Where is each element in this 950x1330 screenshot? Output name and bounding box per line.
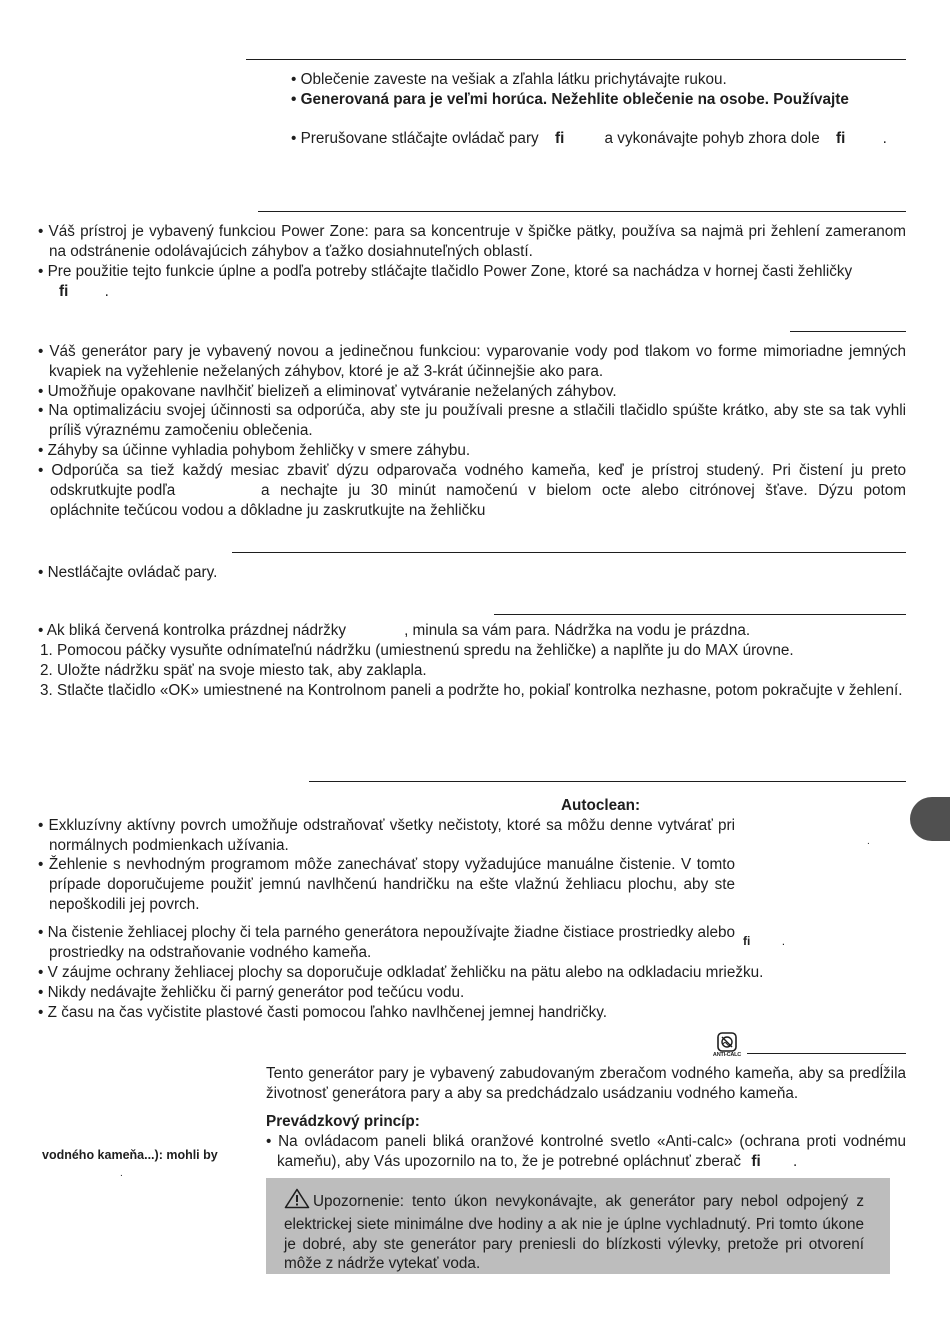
warning-box (266, 1178, 890, 1274)
sec1-line3-end: . (882, 130, 887, 147)
sec3-item5-line2 (50, 481, 906, 501)
sec1-line2-warning: • Generovaná para je veľmi horúca. Nežehlite oblečenie na osobe. Používajte (291, 91, 849, 108)
sec6-item3: • Na čistenie žehliacej plochy či tela parného generátora nepoužívajte žiadne čistiace prostriedky alebo prostriedky na odstraňovanie vodného kameňa. (38, 924, 735, 961)
sec7-item1-text: • Na ovládacom paneli bliká oranžové kontrolné svetlo «Anti-calc» (ochrana proti vodnému kameňu), aby Vás upozornilo na to, že je potrebné opláchnuť zberač (266, 1133, 906, 1170)
sec5-item1 (38, 621, 750, 641)
sec5-step3: 3. Stlačte tlačidlo «OK» umiestnené na Kontrolnom paneli a podržte ho, pokiaľ kontrolka nezhasne, potom pokračujte v žehlení. (40, 682, 903, 699)
sec3-item5-line2-b: a nechajte ju 30 minút namočenú v bielom octe alebo citrónovej šťave. Dýzu potom (261, 481, 906, 499)
sec6-item1: • Exkluzívny aktívny povrch umožňuje odstraňovať všetky nečistoty, ktoré sa môžu denne vytvárať pri normálnych podmienkach užívania. (38, 817, 735, 854)
sec3-item1: • Váš generátor pary je vybavený novou a jedinečnou funkciou: vyparovanie vody pod tlakom vo forme mimoriadne jemných kvapiek na vyžehlenie neželaných záhybov, ktoré je až 3-krát účinnejšie ako para. (38, 343, 906, 380)
anti-calc-icon (712, 1031, 742, 1061)
sec7-item1-line1 (266, 1132, 906, 1172)
sec3-item5-line3: opláchnite tečúcou vodou a dôkladne ju zaskrutkujte na žehličku (50, 501, 486, 519)
section-rule (747, 1053, 906, 1054)
warning-text (284, 1188, 864, 1274)
anti-calc-label: ANTI-CALC (712, 1052, 742, 1058)
sec1-line3-text-a: • Prerušovane stláčajte ovládač pary (291, 130, 539, 147)
section-rule (309, 781, 906, 782)
sec3-item3: • Na optimalizáciu svojej účinnosti sa odporúča, aby ste ju používali presne a stlačili tlačidlo spúšte krátko, aby ste sa tak vyhli príliš výraznému zamočeniu oblečenia. (38, 402, 906, 439)
sec6-right-dot2: . (781, 934, 786, 948)
sec5-item1-text-a: • Ak bliká červená kontrolka prázdnej nádržky (38, 622, 347, 639)
figure-ref-icon: ﬁ (835, 130, 846, 147)
warning-triangle-icon (284, 1188, 310, 1215)
figure-ref-icon: ﬁ (751, 1152, 761, 1170)
section-rule (494, 614, 906, 615)
figure-ref-icon: ﬁ (554, 130, 565, 147)
sec4-item1: • Nestláčajte ovládač pary. (38, 564, 218, 581)
section-rule (246, 59, 906, 60)
warning-body: Upozornenie: tento úkon nevykonávajte, ak generátor pary nebol odpojený z elektrickej siete minimálne dve hodiny a ak nie je úplne vychladnutý. Pri tomto úkone je dobré, aby ste generátor pary preniesli do blízkosti výlevky, pretože pri otvorení môže z nádrže vytekať voda. (284, 1193, 864, 1273)
section-rule (790, 331, 906, 332)
figure-ref-icon: ﬁ (743, 934, 751, 948)
sec3-item5-line1: • Odporúča sa tiež každý mesiac zbaviť dýzu odparovača vodného kameňa, keď je prístroj studený. Pri čistení ju preto (38, 462, 906, 479)
left-margin-note: vodného kameňa...): mohli by (42, 1148, 218, 1162)
sec6-right-dot: . (867, 836, 870, 847)
autoclean-heading: Autoclean: (561, 797, 641, 814)
sec6-right-figref (743, 932, 785, 952)
sec3-item2: • Umožňuje opakovane navlhčiť bielizeň a eliminovať vytváranie neželaných záhybov. (38, 383, 617, 400)
sec7-item1-end: . (792, 1152, 798, 1170)
sec6-item6: • Z času na čas vyčistite plastové časti pomocou ľahko navlhčenej jemnej handričky. (38, 1004, 607, 1021)
page-side-tab (910, 797, 950, 841)
sec5-item1-text-b: , minula sa vám para. Nádržka na vodu je prázdna. (404, 622, 751, 639)
section-rule (232, 552, 906, 553)
sec6-item5: • Nikdy nedávajte žehličku či parný generátor pod tečúcu vodu. (38, 984, 465, 1001)
sec3-item4: • Záhyby sa účinne vyhladia pohybom žehličky v smere záhybu. (38, 442, 471, 459)
sec2-item2-text: • Pre použitie tejto funkcie úplne a podľa potreby stláčajte tlačidlo Power Zone, ktoré sa nachádza v hornej časti žehličky (38, 263, 853, 280)
sec3-item5 (38, 461, 906, 521)
sec1-line1: • Oblečenie zaveste na vešiak a zľahla látku prichytávajte rukou. (291, 71, 727, 88)
sec3-item5-line2-a: odskrutkujte podľa (50, 481, 176, 499)
sec2-item2 (38, 262, 906, 302)
sec1-line3 (291, 129, 887, 149)
sec7-heading: Prevádzkový princíp: (266, 1113, 420, 1130)
sec1-line3-text-b: a vykonávajte pohyb zhora dole (604, 130, 820, 147)
sec5-step1: 1. Pomocou páčky vysuňte odnímateľnú nádržku (umiestnenú spredu na žehličke) a naplňte ju do MAX úrovne. (40, 642, 794, 659)
section-rule (258, 211, 906, 212)
figure-ref-icon: ﬁ (59, 282, 69, 300)
sec6-item4: • V záujme ochrany žehliacej plochy sa doporučuje odkladať žehličku na pätu alebo na odkladaciu mriežku. (38, 964, 764, 981)
sec5-step2: 2. Uložte nádržku späť na svoje miesto tak, aby zaklapla. (40, 662, 427, 679)
left-margin-dot: . (120, 1168, 123, 1179)
sec6-item2: • Žehlenie s nevhodným programom môže zanechávať stopy vyžadujúce manuálne čistenie. V tomto prípade doporučujeme použiť jemnú navlhčenú handričku na ešte vlažnú žehliacu plochu, aby ste nepoškodili jej povrch. (38, 856, 735, 913)
sec7-item1 (266, 1132, 906, 1172)
sec2-item1: • Váš prístroj je vybavený funkciou Power Zone: para sa koncentruje v špičke pätky, používa sa najmä pri žehlení zameranom na odstránenie odolávajúcich záhybov a ťažko dosiahnuteľných oblastí. (38, 223, 906, 260)
sec2-item2-end: . (104, 282, 109, 300)
sec7-intro: Tento generátor pary je vybavený zabudovaným zberačom vodného kameňa, aby sa predĺžila životnosť generátora pary a aby sa predchádzalo usádzaniu vodného kameňa. (266, 1065, 906, 1102)
